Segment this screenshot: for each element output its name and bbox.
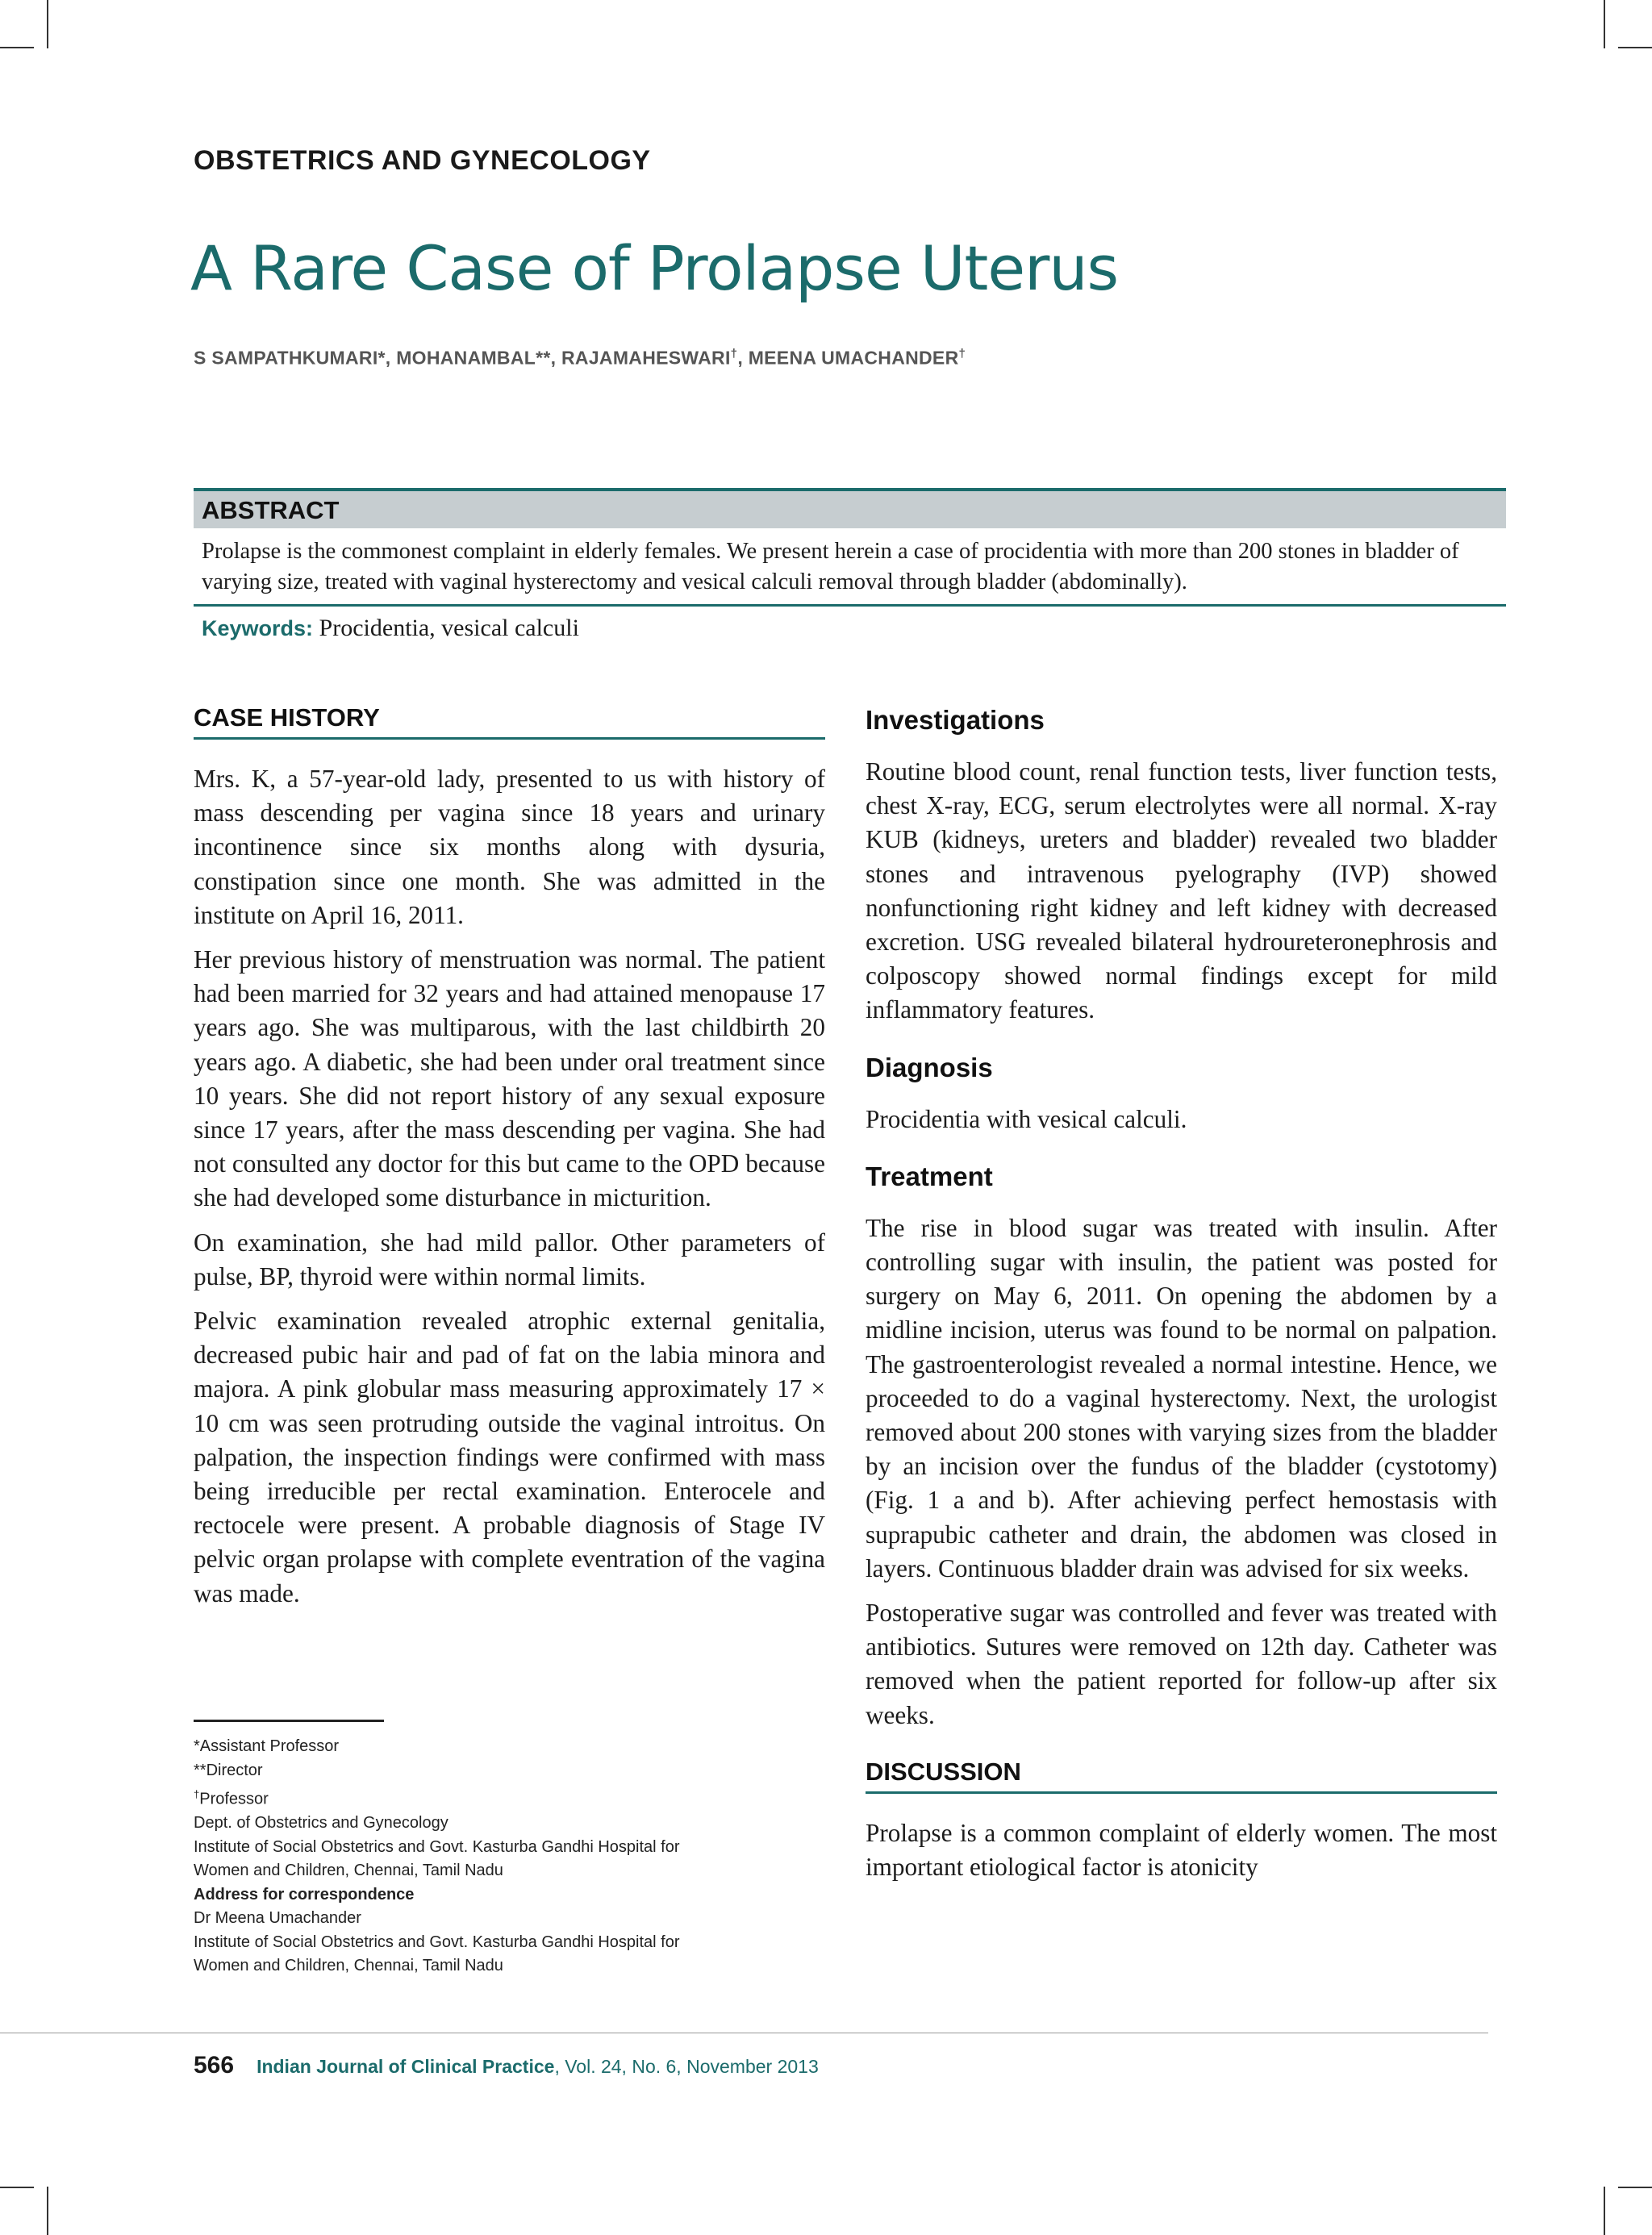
author-mark: *	[378, 347, 386, 369]
crop-mark	[47, 0, 48, 48]
article-title: A Rare Case of Prolapse Uterus	[190, 232, 1119, 304]
crop-mark	[1604, 0, 1605, 48]
author-list: S SAMPATHKUMARI*, MOHANAMBAL**, RAJAMAHESWARI†, MEENA UMACHANDER†	[194, 347, 966, 369]
author-mark: **	[536, 347, 551, 369]
diagnosis-heading: Diagnosis	[866, 1052, 993, 1082]
crop-mark	[0, 47, 34, 48]
footnote-line: Women and Children, Chennai, Tamil Nadu	[194, 1957, 503, 1975]
paragraph: Procidentia with vesical calculi.	[866, 1104, 1187, 1133]
page-footer	[194, 2052, 819, 2079]
abstract-text: Prolapse is the commonest complaint in elderly females. We present herein a case of procidentia with more than 200 stones in bladder of varying size, treated with vaginal hysterectomy and vesical calculi removal through bladder (abdominally).	[194, 528, 1506, 607]
keywords	[194, 607, 1506, 642]
abstract-section	[194, 488, 1506, 642]
author-mark: †	[730, 347, 738, 361]
crop-mark	[47, 2187, 48, 2235]
author-name: MEENA UMACHANDER	[748, 347, 959, 369]
crop-mark	[1618, 2187, 1652, 2188]
paragraph: Routine blood count, renal function tests, liver function tests, chest X-ray, ECG, serum electrolytes were all normal. X-ray KUB (kidneys, ureters and bladder) revealed two bladder stones and intravenous pyelography (IVP) showed nonfunctioning right kidney and left kidney with decreased excretion. USG revealed bilateral hydroureteronephrosis and colposcopy showed normal findings except for mild inflammatory features.	[866, 757, 1497, 1024]
author-name: RAJAMAHESWARI	[561, 347, 731, 369]
footnote-rule	[194, 1720, 384, 1722]
paragraph: On examination, she had mild pallor. Other parameters of pulse, BP, thyroid were within normal limits.	[194, 1228, 825, 1291]
treatment-heading: Treatment	[866, 1161, 993, 1191]
footnote-line: **Director	[194, 1761, 263, 1779]
crop-mark	[0, 2187, 34, 2188]
page-number: 566	[194, 2052, 235, 2079]
footnote-line: Institute of Social Obstetrics and Govt. Kasturba Gandhi Hospital for	[194, 1837, 680, 1856]
footnote-line: Dr Meena Umachander	[194, 1909, 361, 1928]
footnote-line: *Assistant Professor	[194, 1737, 340, 1755]
paragraph: Her previous history of menstruation was normal. The patient had been married for 32 years and had attained menopause 17 years ago. She was multiparous, with the last childbirth 20 years ago. A diabetic, she had been under oral treatment since 10 years. She did not report history of any sexual exposure since 17 years, after the mass descending per vagina. She had not consulted any doctor for this but came to the OPD because she had developed some disturbance in micturition.	[194, 945, 825, 1212]
author-mark: †	[958, 347, 966, 361]
section-tag: OBSTETRICS AND GYNECOLOGY	[194, 145, 651, 176]
crop-mark	[1618, 47, 1652, 48]
paragraph: Postoperative sugar was controlled and fever was treated with antibiotics. Sutures were removed on 12th day. Catheter was removed when the patient reported for follow-up after six weeks.	[866, 1599, 1497, 1729]
investigations-heading: Investigations	[866, 705, 1045, 735]
journal-issue: , Vol. 24, No. 6, November 2013	[554, 2056, 819, 2077]
abstract-heading: ABSTRACT	[194, 488, 1506, 528]
footnotes	[194, 1720, 839, 1979]
paragraph: Mrs. K, a 57-year-old lady, presented to us with history of mass descending per vagina since 18 years and urinary incontinence since six months along with dysuria, constipation since one month. She was admitted in the institute on April 16, 2011.	[194, 765, 825, 929]
footnote-line: Women and Children, Chennai, Tamil Nadu	[194, 1862, 503, 1880]
author-name: MOHANAMBAL	[396, 347, 536, 369]
keywords-label: Keywords:	[202, 616, 314, 640]
correspondence-label: Address for correspondence	[194, 1885, 415, 1904]
paragraph: Prolapse is a common complaint of elderly women. The most important etiological factor is atonicity	[866, 1818, 1497, 1882]
right-column	[866, 705, 1497, 1895]
footnote-line: †Professor	[194, 1788, 269, 1808]
discussion-heading: DISCUSSION	[866, 1758, 1497, 1794]
footnote-line: Institute of Social Obstetrics and Govt. Kasturba Gandhi Hospital for	[194, 1933, 680, 1951]
paragraph: Pelvic examination revealed atrophic external genitalia, decreased pubic hair and pad of fat on the labia minora and majora. A pink globular mass measuring approximately 17 × 10 cm was seen protruding outside the vaginal introitus. On palpation, the inspection findings were confirmed with mass being irreducible per rectal examination. Enterocele and rectocele were present. A probable diagnosis of Stage IV pelvic organ prolapse with complete eventration of the vagina was made.	[194, 1307, 825, 1607]
left-column	[194, 703, 825, 1621]
crop-mark	[1604, 2187, 1605, 2235]
paragraph: The rise in blood sugar was treated with insulin. After controlling sugar with insulin, the patient was posted for surgery on May 6, 2011. On opening the abdomen by a midline incision, uterus was found to be normal on palpation. The gastroenterologist revealed a normal intestine. Hence, we proceeded to do a vaginal hysterectomy. Next, the urologist removed about 200 stones with varying sizes from the bladder by an incision over the fundus of the bladder (cystotomy) (Fig. 1 a and b). After achieving perfect hemostasis with suprapubic catheter and drain, the abdomen was closed in layers. Continuous bladder drain was advised for six weeks.	[866, 1213, 1497, 1582]
keywords-value: Procidentia, vesical calculi	[319, 615, 579, 641]
author-name: S SAMPATHKUMARI	[194, 347, 378, 369]
journal-name: Indian Journal of Clinical Practice	[257, 2056, 555, 2077]
footnote-line: Dept. of Obstetrics and Gynecology	[194, 1814, 448, 1833]
case-history-heading: CASE HISTORY	[194, 703, 825, 740]
